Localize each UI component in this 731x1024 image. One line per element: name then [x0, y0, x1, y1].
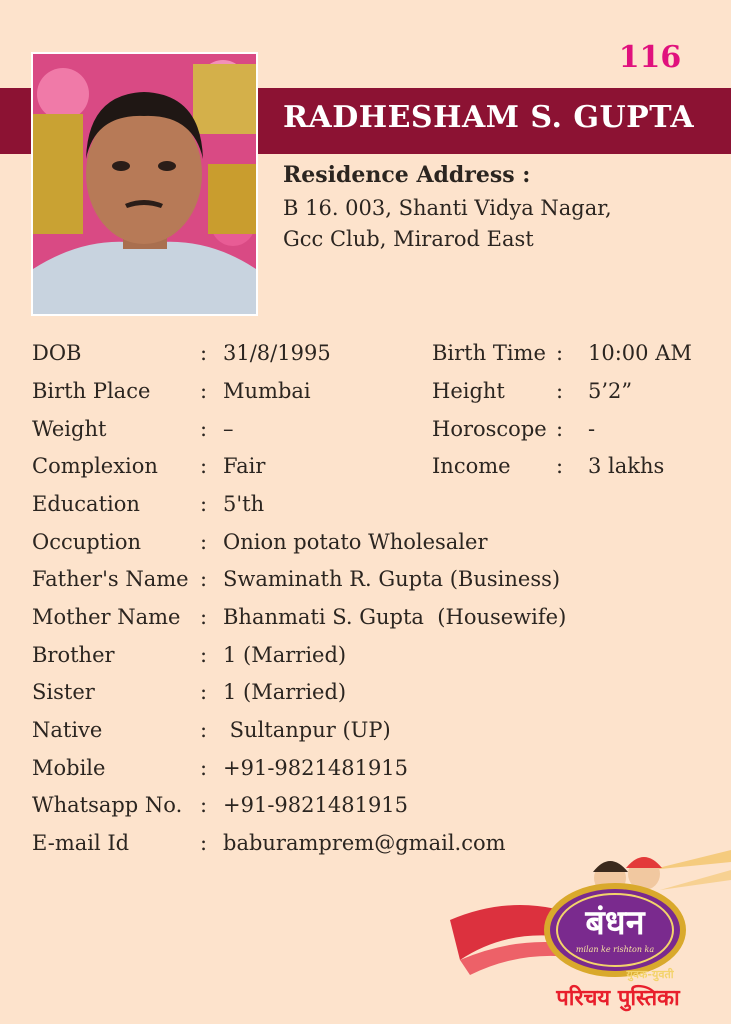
detail-colon: : — [200, 793, 208, 817]
detail-value: baburamprem@gmail.com — [223, 831, 506, 855]
detail-value: 5'th — [223, 492, 265, 516]
detail-value: 10:00 AM — [588, 341, 692, 365]
detail-colon: : — [556, 379, 564, 403]
detail-row-brother — [0, 643, 731, 679]
detail-label: Occuption — [32, 530, 142, 554]
detail-label: Native — [32, 718, 103, 742]
detail-row-complexion — [0, 454, 731, 490]
detail-label: Mobile — [32, 756, 106, 780]
logo-tagline: milan ke rishton ka — [575, 945, 655, 954]
detail-value: +91-9821481915 — [223, 756, 409, 780]
detail-label: Height — [432, 379, 505, 403]
detail-colon: : — [556, 454, 564, 478]
detail-value: Onion potato Wholesaler — [223, 530, 488, 554]
detail-value: 3 lakhs — [588, 454, 665, 478]
detail-value: 1 (Married) — [223, 643, 347, 667]
detail-value: 5’2” — [588, 379, 633, 403]
detail-colon: : — [200, 718, 208, 742]
detail-colon: : — [200, 454, 208, 478]
detail-colon: : — [200, 643, 208, 667]
detail-value: Fair — [223, 454, 266, 478]
logo-title: बंधन — [585, 903, 645, 943]
detail-colon: : — [556, 417, 564, 441]
detail-colon: : — [200, 417, 208, 441]
logo-subtitle: परिचय पुस्तिका — [556, 986, 680, 1011]
page-number: 116 — [618, 40, 682, 75]
detail-row-education — [0, 492, 731, 528]
detail-colon: : — [200, 567, 208, 591]
address-heading: Residence Address : — [283, 162, 531, 188]
detail-colon: : — [200, 530, 208, 554]
detail-row-whatsapp — [0, 793, 731, 829]
detail-colon: : — [200, 680, 208, 704]
detail-colon: : — [200, 492, 208, 516]
detail-colon: : — [200, 379, 208, 403]
detail-label: Weight — [32, 417, 107, 441]
profile-photo-image — [33, 54, 256, 314]
bandhan-logo — [450, 850, 731, 1020]
detail-row-sister — [0, 680, 731, 716]
detail-colon: : — [556, 341, 564, 365]
detail-value: 31/8/1995 — [223, 341, 331, 365]
detail-row-native — [0, 718, 731, 754]
address-line-2: Gcc Club, Mirarod East — [283, 227, 534, 251]
detail-row-weight — [0, 417, 731, 453]
detail-label: Whatsapp No. — [32, 793, 183, 817]
detail-value: Swaminath R. Gupta (Business) — [223, 567, 561, 591]
profile-photo — [31, 52, 258, 316]
detail-row-birth-place — [0, 379, 731, 415]
detail-label: Complexion — [32, 454, 158, 478]
detail-value: Bhanmati S. Gupta (Housewife) — [223, 605, 567, 629]
detail-label: E-mail Id — [32, 831, 130, 855]
detail-colon: : — [200, 341, 208, 365]
detail-label: Mother Name — [32, 605, 181, 629]
detail-row-mobile — [0, 756, 731, 792]
logo-subtitle-top: युवक-युवती — [626, 968, 674, 981]
detail-label: Education — [32, 492, 140, 516]
detail-label: Birth Place — [32, 379, 151, 403]
detail-colon: : — [200, 605, 208, 629]
detail-value: +91-9821481915 — [223, 793, 409, 817]
detail-label: Brother — [32, 643, 115, 667]
detail-value: 1 (Married) — [223, 680, 347, 704]
detail-row-occupation — [0, 530, 731, 566]
detail-value: – — [223, 417, 234, 441]
detail-value: Sultanpur (UP) — [223, 718, 391, 742]
detail-row-father — [0, 567, 731, 603]
person-name: RADHESHAM S. GUPTA — [283, 100, 695, 135]
detail-label: DOB — [32, 341, 82, 365]
detail-label: Horoscope — [432, 417, 547, 441]
detail-row-mother — [0, 605, 731, 641]
detail-label: Birth Time — [432, 341, 546, 365]
detail-colon: : — [200, 831, 208, 855]
detail-label: Income — [432, 454, 511, 478]
detail-label: Sister — [32, 680, 95, 704]
address-line-1: B 16. 003, Shanti Vidya Nagar, — [283, 196, 612, 220]
detail-label: Father's Name — [32, 567, 189, 591]
detail-row-dob — [0, 341, 731, 377]
detail-value: - — [588, 417, 596, 441]
detail-value: Mumbai — [223, 379, 311, 403]
detail-colon: : — [200, 756, 208, 780]
